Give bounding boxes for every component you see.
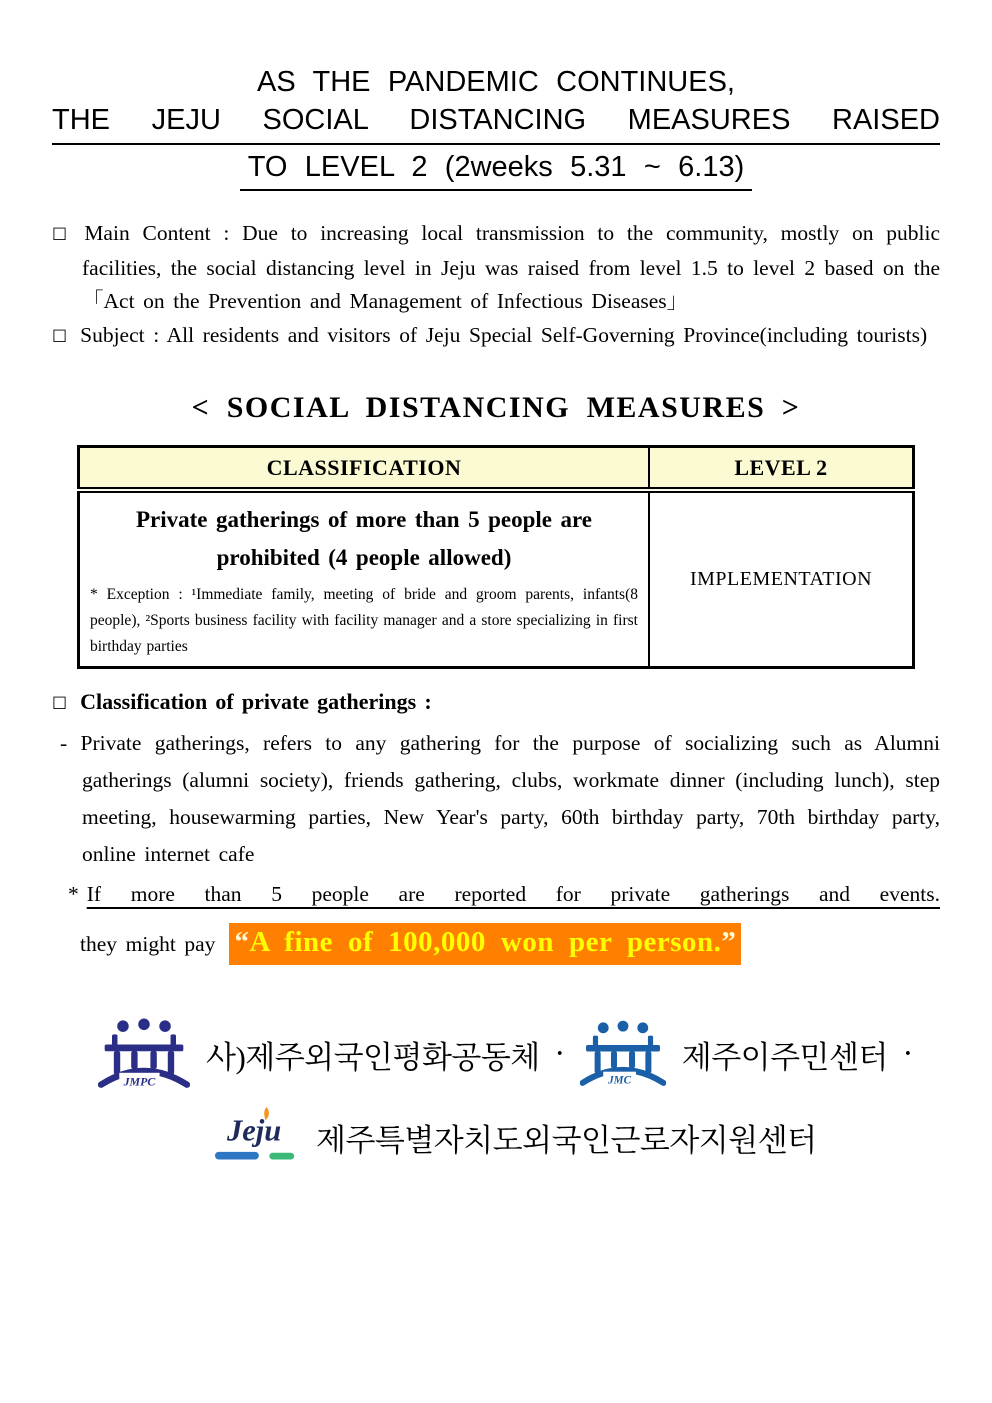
jeju-logo-icon [212,1106,300,1169]
title-line-3 [52,149,940,191]
title-line-2: THE JEJU SOCIAL DISTANCING MEASURES RAISED [52,102,940,145]
square-bullet-icon: □ [52,324,68,344]
org-name-jmpc: 사)제주외국인평화공동체 [206,1040,540,1075]
table-cell-level2-value: IMPLEMENTATION [649,490,914,668]
classification-body-text: Private gatherings, refers to any gathering for the purpose of socializing such as Alumni gatherings (alumni society), friends gathering, clubs, workmate dinner (including lunch), step meeting, housewarming parties, New Year's party, 60th birthday party, 70th birthday party, online internet cafe [80,731,940,866]
document-title [52,64,940,191]
fine-amount-line [52,923,940,965]
footer-row-2 [212,1106,940,1169]
org-name-jmc: 제주이주민센터 [681,1040,888,1075]
dot-separator: · [903,1041,912,1067]
jmpc-logo-icon [98,1017,190,1092]
org-name-jeju-support-center: 제주특별자치도외국인근로자지원센터 [316,1123,817,1158]
fine-warning-text: If more than 5 people are reported for private gatherings and events. [86,882,940,906]
footer-row-1 [98,1017,940,1092]
classification-section [52,689,940,965]
table-row [79,490,914,668]
jmc-logo-icon [580,1019,666,1090]
measures-table [77,445,915,669]
jmpc-logo-text: JMPC [123,1074,156,1089]
organizations-footer [52,1017,940,1169]
dot-separator: · [555,1041,564,1067]
subject-text: Subject : All residents and visitors of Jeju Special Self-Governing Province(including tourists) [80,322,928,347]
classification-heading-text: Classification of private gatherings : [80,689,432,714]
summary-section [52,217,940,353]
subject-item [52,319,940,354]
table-header-row [79,447,914,491]
title-line-1: AS THE PANDEMIC CONTINUES, [257,66,735,98]
classification-heading [52,689,940,715]
dash-marker: - [60,731,68,755]
main-content-item [52,217,940,319]
main-content-text: Main Content : Due to increasing local transmission to the community, mostly on public facilities, the social distancing level in Jeju was raised from level 1.5 to level 2 based on the 「Act on the Prevention and Management of Infectious Diseases」 [82,221,940,313]
jeju-logo-text: Jeju [226,1113,282,1148]
square-bullet-icon: □ [52,692,68,711]
fine-amount-text: A fine of 100,000 won per person. [249,926,722,958]
table-cell-classification [79,490,650,668]
jmc-logo-text: JMC [607,1074,631,1087]
asterisk-marker: * [68,882,79,906]
fine-warning-line [52,876,940,913]
classification-body [52,725,940,873]
rule-exception-text: * Exception : ¹Immediate family, meeting of bride and groom parents, infants(8 people), ²Sports business facility with facility manager and a store specializing in first birthday parties [90,586,638,655]
close-quote: ” [721,926,737,958]
table-header-classification: CLASSIFICATION [79,447,650,491]
open-quote: “ [234,926,250,958]
rule-main-text: Private gatherings of more than 5 people are prohibited (4 people allowed) [135,507,593,570]
measures-heading: < SOCIAL DISTANCING MEASURES > [191,391,801,424]
square-bullet-icon: □ [52,223,72,242]
pay-prefix-text: they might pay [80,931,216,956]
fine-amount-highlight [229,923,741,965]
table-header-level2: LEVEL 2 [649,447,914,491]
title-line-3-underlined: TO LEVEL 2 (2weeks 5.31 ~ 6.13) [240,149,753,191]
